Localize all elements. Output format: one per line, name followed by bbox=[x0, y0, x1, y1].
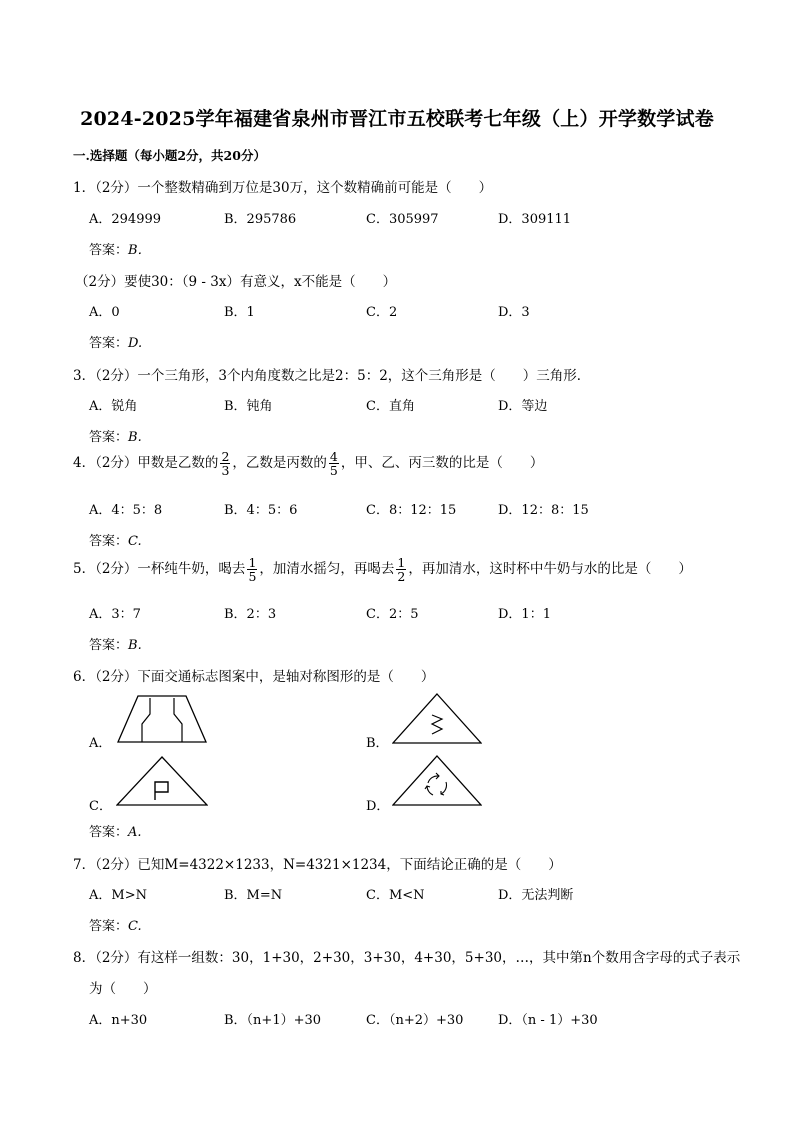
q1-option-c: C．305997 bbox=[366, 212, 439, 227]
q8-option-c: C．（n+2）+30 bbox=[366, 1013, 464, 1028]
q3-answer: 答案：B. bbox=[89, 430, 142, 445]
question-7-stem: 7．（2分）已知M=4322×1233，N=4321×1234，下面结论正确的是（ ） bbox=[73, 857, 562, 873]
question-2-stem: （2分）要使30：（9 - 3x）有意义，x不能是（ ） bbox=[75, 274, 397, 290]
q6-option-d: D． bbox=[366, 799, 390, 814]
q2-option-a: A．0 bbox=[89, 305, 120, 320]
q8-option-a: A．n+30 bbox=[89, 1013, 148, 1028]
q6-option-b: B． bbox=[366, 736, 389, 751]
q6-answer: 答案：A. bbox=[89, 825, 142, 840]
traffic-sign-narrow-road-icon bbox=[116, 694, 208, 744]
q1-option-d: D．309111 bbox=[498, 212, 572, 227]
question-3-stem: 3．（2分）一个三角形，3个内角度数之比是2：5：2，这个三角形是（ ）三角形． bbox=[73, 368, 591, 384]
q4-option-b: B．4：5：6 bbox=[224, 503, 298, 518]
question-1-stem: 1．（2分）一个整数精确到万位是30万，这个数精确前可能是（ ） bbox=[73, 180, 493, 196]
q5-option-b: B．2：3 bbox=[224, 607, 277, 622]
q6-option-c: C． bbox=[89, 799, 112, 814]
q5-option-d: D．1：1 bbox=[498, 607, 551, 622]
q5-answer: 答案：B. bbox=[89, 638, 142, 653]
section-heading: 一.选择题（每小题2分，共20分） bbox=[73, 148, 266, 163]
q5-option-c: C．2：5 bbox=[366, 607, 419, 622]
q3-option-c: C．直角 bbox=[366, 399, 415, 414]
fraction-1-5: $\frac{1}{5}$ bbox=[248, 555, 257, 585]
q4-answer: 答案：C. bbox=[89, 534, 142, 549]
question-8-stem-continued: 为（ ） bbox=[89, 981, 157, 997]
traffic-sign-roundabout-icon bbox=[392, 755, 482, 806]
fraction-4-5: $\frac{4}{5}$ bbox=[329, 449, 338, 479]
q2-option-d: D．3 bbox=[498, 305, 530, 320]
q7-option-a: A．M>N bbox=[89, 888, 147, 903]
q5-option-a: A．3：7 bbox=[89, 607, 141, 622]
q8-option-b: B．（n+1）+30 bbox=[224, 1013, 322, 1028]
q7-option-d: D．无法判断 bbox=[498, 888, 574, 903]
q2-option-c: C．2 bbox=[366, 305, 398, 320]
q1-option-b: B．295786 bbox=[224, 212, 297, 227]
q4-option-c: C．8：12：15 bbox=[366, 503, 457, 518]
traffic-sign-winding-road-icon bbox=[392, 693, 482, 744]
q7-answer: 答案：C. bbox=[89, 919, 142, 934]
q3-option-d: D．等边 bbox=[498, 399, 548, 414]
q2-answer: 答案：D. bbox=[89, 336, 143, 351]
question-4-stem: 4．（2分）甲数是乙数的 $\frac{2}{3}$ ，乙数是丙数的 $\frac{4}{5}$ ，甲、乙、丙三数的比是（ ） bbox=[73, 449, 544, 479]
q4-option-a: A．4：5：8 bbox=[89, 503, 163, 518]
q3-option-a: A．锐角 bbox=[89, 399, 138, 414]
q7-option-b: B．M=N bbox=[224, 888, 283, 903]
q7-option-c: C．M<N bbox=[366, 888, 425, 903]
question-5-stem: 5．（2分）一杯纯牛奶，喝去 $\frac{1}{5}$ ，加清水摇匀，再喝去 $\frac{1}{2}$ ，再加清水，这时杯中牛奶与水的比是（ ） bbox=[73, 555, 692, 585]
fraction-1-2: $\frac{1}{2}$ bbox=[397, 555, 406, 585]
q1-option-a: A．294999 bbox=[89, 212, 162, 227]
q1-answer: 答案：B． bbox=[89, 243, 151, 258]
q6-option-a: A． bbox=[89, 736, 112, 751]
question-8-stem: 8．（2分）有这样一组数：30，1+30，2+30，3+30，4+30，5+30，…，其中第n个数用含字母的式子表示 bbox=[73, 950, 741, 966]
fraction-2-3: $\frac{2}{3}$ bbox=[221, 449, 230, 479]
page-title: 2024-2025学年福建省泉州市晋江市五校联考七年级（上）开学数学试卷 bbox=[80, 108, 714, 130]
q4-option-d: D．12：8：15 bbox=[498, 503, 589, 518]
q2-option-b: B．1 bbox=[224, 305, 255, 320]
q3-option-b: B．钝角 bbox=[224, 399, 273, 414]
q8-option-d: D．（n - 1）+30 bbox=[498, 1013, 598, 1028]
traffic-sign-parking-icon bbox=[116, 756, 208, 806]
question-6-stem: 6．（2分）下面交通标志图案中，是轴对称图形的是（ ） bbox=[73, 669, 435, 685]
